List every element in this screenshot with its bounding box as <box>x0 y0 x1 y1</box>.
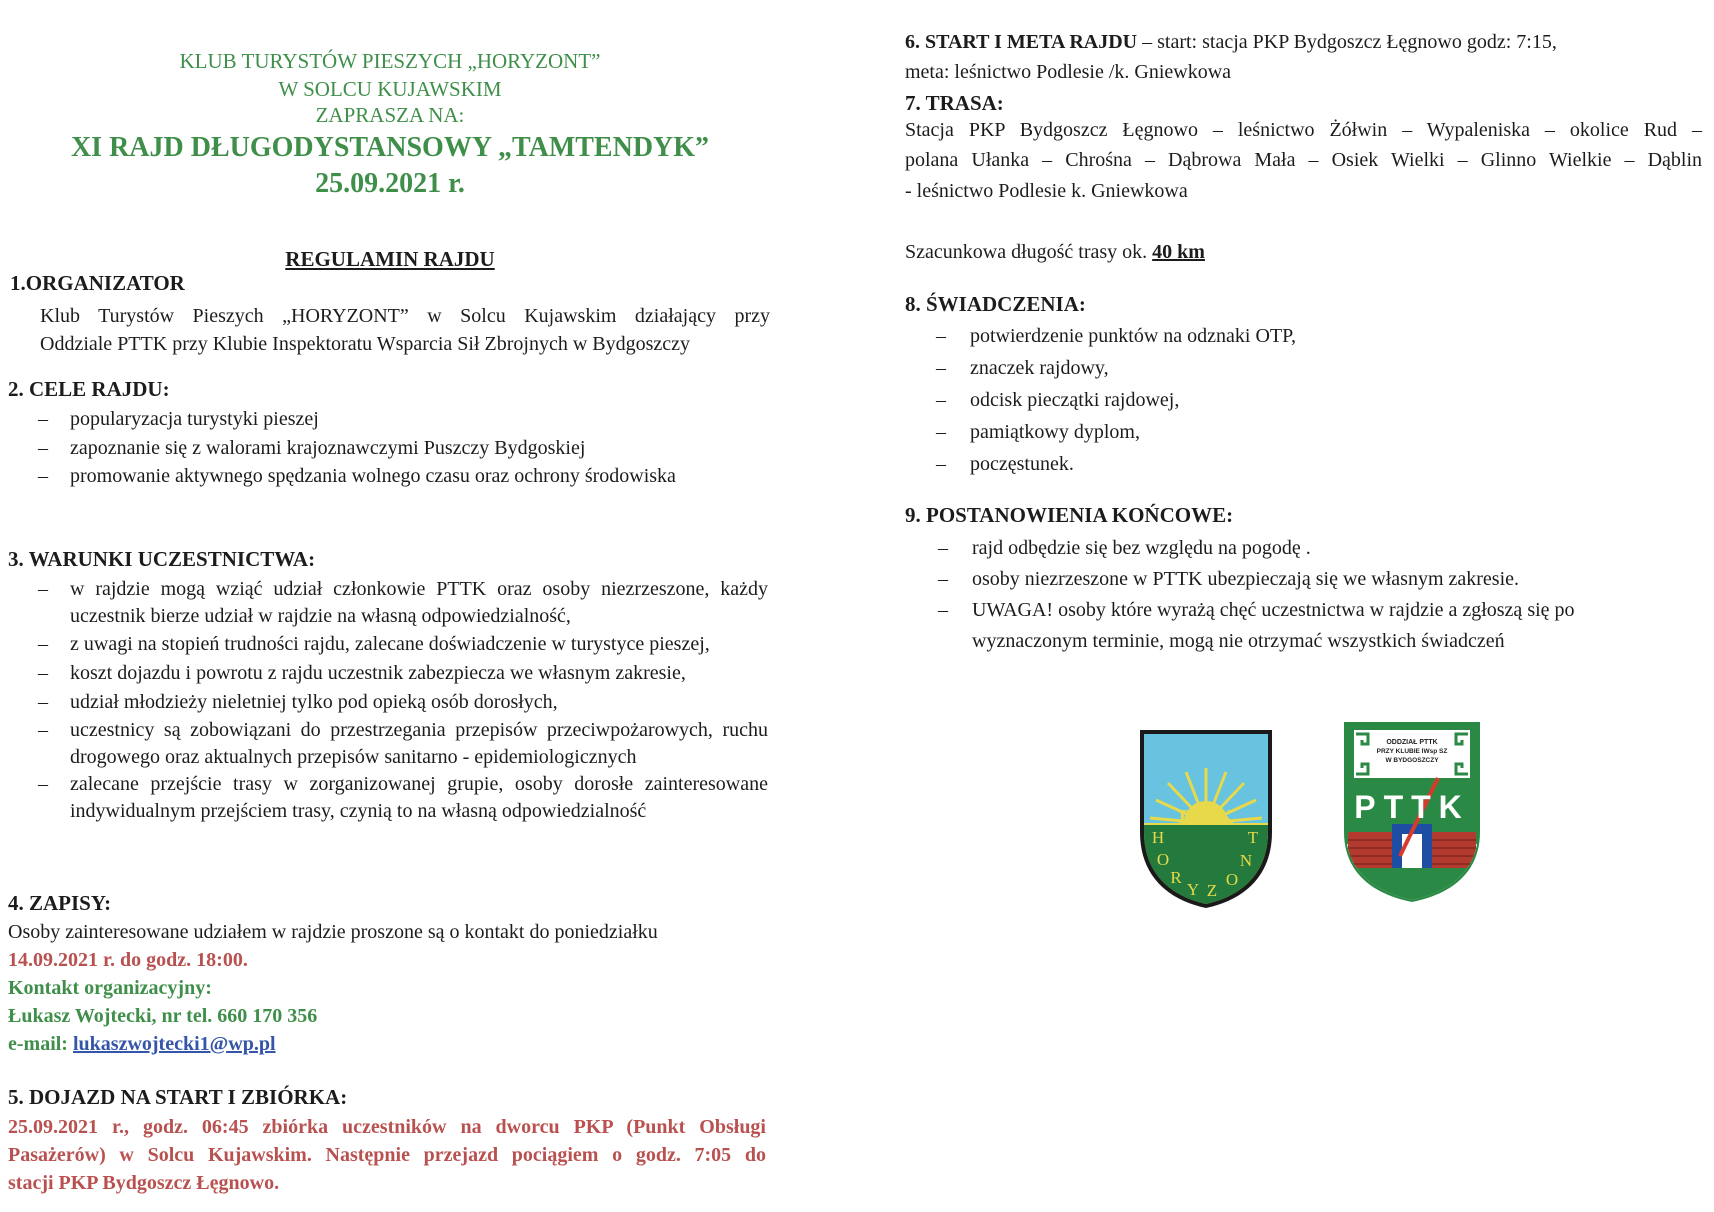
badge-letter: Y <box>1186 880 1200 899</box>
organizer-line-2: Oddziale PTTK przy Klubie Inspektoratu Wsparcia Sił Zbrojnych w Bydgoszczy <box>40 333 691 355</box>
start-meta-row <box>905 28 1695 56</box>
condition-item: – koszt dojazdu i powrotu z rajdu uczestnik zabezpiecza we własnym zakresie, <box>10 659 768 688</box>
horyzont-badge-pttk: PTTK <box>1178 806 1234 828</box>
conditions-list <box>10 576 768 825</box>
organizer-line-1: Klub Turystów Pieszych „HORYZONT” w Solcu Kujawskim działający przy <box>40 305 770 327</box>
section-2-title: 2. CELE RAJDU: <box>8 377 170 401</box>
header-line-3: ZAPRASZA NA: <box>315 103 465 127</box>
badge-letter: T <box>1247 828 1259 847</box>
oddzial-badge-line-2: PRZY KLUBIE IWsp SZ <box>1376 748 1448 755</box>
registration-deadline: 14.09.2021 r. do godz. 18:00. <box>8 949 248 971</box>
route-line-1: Stacja PKP Bydgoszcz Łęgnowo – leśnictwo Żółwin – Wypaleniska – okolice Rud – <box>905 119 1702 141</box>
badge-letter: H <box>1151 828 1165 847</box>
header-line-2: W SOLCU KUJAWSKIM <box>278 77 502 101</box>
contact-label: Kontakt organizacyjny: <box>8 977 212 999</box>
email-label: e-mail: <box>8 1033 73 1055</box>
benefit-item: – odcisk pieczątki rajdowej, <box>910 384 1690 416</box>
registration-line: Osoby zainteresowane udziałem w rajdzie proszone są o kontakt do poniedziałku <box>8 921 658 943</box>
oddzial-badge-pttk: PTTK <box>1354 789 1470 825</box>
goal-item: – popularyzacja turystyki pieszej <box>10 405 770 434</box>
gathering-line-1: 25.09.2021 r., godz. 06:45 zbiórka uczestników na dworcu PKP (Punkt Obsługi <box>8 1116 766 1138</box>
oddzial-badge-line-1: ODDZIAŁ PTTK <box>1386 739 1438 746</box>
condition-item: – zalecane przejście trasy w zorganizowanej grupie, osoby dorosłe zainteresowane indywidualnym przejściem trasy, czynią to na własną odpowiedzialność <box>10 771 768 825</box>
provision-item: – UWAGA! osoby które wyrażą chęć uczestnictwa w rajdzie a zgłoszą się po wyznaczonym terminie, mogą nie otrzymać wszystkich świadczeń <box>912 595 1672 657</box>
event-title: XI RAJD DŁUGODYSTANSOWY „TAMTENDYK” <box>70 132 710 163</box>
condition-item: – z uwagi na stopień trudności rajdu, zalecane doświadczenie w turystyce pieszej, <box>10 630 768 659</box>
section-8-title: 8. ŚWIADCZENIA: <box>905 292 1086 316</box>
benefit-item: – poczęstunek. <box>910 448 1690 480</box>
email-row <box>8 1030 276 1058</box>
route-length-value: 40 km <box>1152 241 1205 263</box>
condition-item: – uczestnicy są zobowiązani do przestrzegania przepisów przeciwpożarowych, ruchu drogowego oraz aktualnych przepisów sanitarno - epidemiologicznych <box>10 717 768 771</box>
section-9-title: 9. POSTANOWIENIA KOŃCOWE: <box>905 503 1234 527</box>
section-4-title: 4. ZAPISY: <box>8 891 112 915</box>
route-line-3: - leśnictwo Podlesie k. Gniewkowa <box>905 180 1188 202</box>
benefit-item: – potwierdzenie punktów na odznaki OTP, <box>910 320 1690 352</box>
badge-letter: O <box>1225 870 1239 889</box>
final-provisions-list <box>912 533 1672 657</box>
route-line-2: polana Ułanka – Chrośna – Dąbrowa Mała – Osiek Wielki – Glinno Wielkie – Dąblin <box>905 149 1702 171</box>
regulamin-title: REGULAMIN RAJDU <box>285 247 495 271</box>
section-6-title: 6. START I META RAJDU <box>905 31 1138 53</box>
benefits-list <box>910 320 1690 480</box>
provision-item: – osoby niezrzeszone w PTTK ubezpieczają się we własnym zakresie. <box>912 564 1672 595</box>
goal-item: – promowanie aktywnego spędzania wolnego czasu oraz ochrony środowiska <box>10 462 770 491</box>
horyzont-pttk-badge-icon <box>1138 728 1274 910</box>
gathering-line-2: Pasażerów) w Solcu Kujawskim. Następnie przejazd pociągiem o godz. 7:05 do <box>8 1144 766 1166</box>
route-length-label: Szacunkowa długość trasy ok. <box>905 241 1153 263</box>
section-7-title: 7. TRASA: <box>905 91 1004 115</box>
condition-item: – w rajdzie mogą wziąć udział członkowie PTTK oraz osoby niezrzeszone, każdy uczestnik bierze udział w rajdzie na własną odpowiedzialność, <box>10 576 768 630</box>
condition-item: – udział młodzieży nieletniej tylko pod opieką osób dorosłych, <box>10 688 768 717</box>
header-line-1: KLUB TURYSTÓW PIESZYCH „HORYZONT” <box>179 49 601 73</box>
email-link[interactable]: lukaszwojtecki1@wp.pl <box>72 1033 276 1055</box>
contact-person: Łukasz Wojtecki, nr tel. 660 170 356 <box>8 1005 318 1027</box>
goal-item: – zapoznanie się z walorami krajoznawczymi Puszczy Bydgoskiej <box>10 434 770 463</box>
section-5-title: 5. DOJAZD NA START I ZBIÓRKA: <box>8 1085 348 1109</box>
section-1-title: 1.ORGANIZATOR <box>10 271 185 295</box>
oddzial-pttk-badge-icon <box>1342 720 1482 904</box>
start-info: – start: stacja PKP Bydgoszcz Łęgnowo godz: 7:15, <box>1137 31 1557 53</box>
gathering-line-3: stacji PKP Bydgoszcz Łęgnowo. <box>8 1172 280 1194</box>
benefit-item: – pamiątkowy dyplom, <box>910 416 1690 448</box>
badge-letter: R <box>1170 868 1182 887</box>
oddzial-badge-line-3: W BYDGOSZCZY <box>1385 757 1439 764</box>
badge-letter: O <box>1156 850 1170 869</box>
goals-list <box>10 405 770 491</box>
route-length-row <box>905 238 1205 266</box>
badge-letter: N <box>1239 851 1253 870</box>
meta-info: meta: leśnictwo Podlesie /k. Gniewkowa <box>905 61 1232 83</box>
badge-letter: Z <box>1206 881 1218 900</box>
section-3-title: 3. WARUNKI UCZESTNICTWA: <box>8 547 316 571</box>
provision-item: – rajd odbędzie się bez względu na pogodę . <box>912 533 1672 564</box>
event-date: 25.09.2021 r. <box>315 168 465 199</box>
benefit-item: – znaczek rajdowy, <box>910 352 1690 384</box>
